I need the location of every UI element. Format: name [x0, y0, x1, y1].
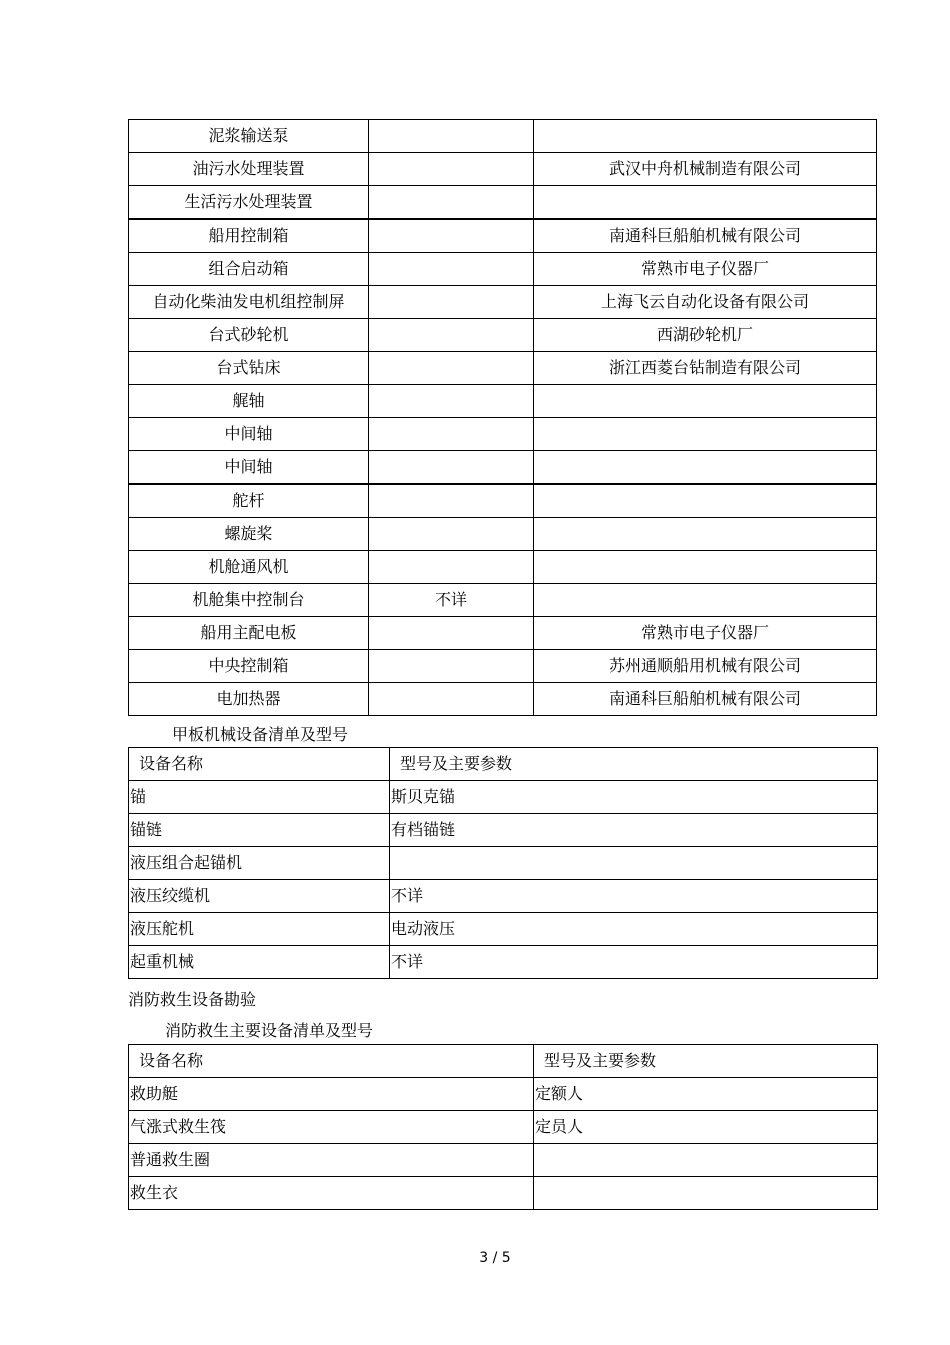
equipment-maker-cell: 南通科巨船舶机械有限公司: [534, 219, 877, 253]
fire-equipment-table: [128, 1044, 878, 1210]
equipment-model-cell: [369, 617, 534, 650]
table-row: [129, 518, 877, 551]
equipment-name-cell: 液压绞缆机: [129, 880, 390, 913]
equipment-name-cell: 锚链: [129, 814, 390, 847]
table-header-row: [129, 1045, 878, 1078]
equipment-name-cell: 生活污水处理装置: [129, 186, 369, 220]
equipment-model-cell: [534, 1144, 878, 1177]
equipment-model-cell: [369, 286, 534, 319]
equipment-model-cell: [369, 253, 534, 286]
fire-section-heading: 消防救生设备勘验: [128, 990, 257, 1009]
equipment-name-cell: 锚: [129, 781, 390, 814]
table-row: [129, 913, 878, 946]
equipment-model-cell: 不详: [369, 584, 534, 617]
equipment-name-cell: 舵杆: [129, 484, 369, 518]
equipment-maker-cell: [534, 451, 877, 485]
equipment-model-cell: [369, 451, 534, 485]
table-row: [129, 617, 877, 650]
equipment-maker-cell: [534, 186, 877, 220]
equipment-model-cell: [369, 551, 534, 584]
equipment-table: [128, 119, 877, 716]
equipment-name-cell: 电加热器: [129, 683, 369, 716]
equipment-name-cell: 自动化柴油发电机组控制屏: [129, 286, 369, 319]
equipment-model-cell: [369, 153, 534, 186]
table-row: [129, 880, 878, 913]
equipment-name-cell: 船用主配电板: [129, 617, 369, 650]
equipment-maker-cell: 浙江西菱台钻制造有限公司: [534, 352, 877, 385]
equipment-name-cell: 船用控制箱: [129, 219, 369, 253]
equipment-name-cell: 起重机械: [129, 946, 390, 979]
page-number: 3 / 5: [479, 1250, 511, 1266]
table-row: [129, 120, 877, 153]
equipment-maker-cell: 西湖砂轮机厂: [534, 319, 877, 352]
equipment-model-cell: [369, 385, 534, 418]
table-row: [129, 1177, 878, 1210]
table-row: [129, 319, 877, 352]
table-row: [129, 153, 877, 186]
equipment-maker-cell: 常熟市电子仪器厂: [534, 617, 877, 650]
equipment-maker-cell: [534, 584, 877, 617]
table-row: [129, 814, 878, 847]
equipment-name-cell: 螺旋桨: [129, 518, 369, 551]
table-row: [129, 484, 877, 518]
equipment-maker-cell: 常熟市电子仪器厂: [534, 253, 877, 286]
equipment-maker-cell: 苏州通顺船用机械有限公司: [534, 650, 877, 683]
equipment-model-cell: [369, 219, 534, 253]
table-row: [129, 352, 877, 385]
header-cell-name: 设备名称: [129, 1045, 534, 1078]
equipment-name-cell: 油污水处理装置: [129, 153, 369, 186]
header-cell-model: 型号及主要参数: [390, 748, 878, 781]
equipment-name-cell: 中央控制箱: [129, 650, 369, 683]
table-row: [129, 1111, 878, 1144]
equipment-name-cell: 台式钻床: [129, 352, 369, 385]
table-row: [129, 781, 878, 814]
equipment-model-cell: [369, 352, 534, 385]
table-row: [129, 584, 877, 617]
equipment-name-cell: 普通救生圈: [129, 1144, 534, 1177]
table-row: [129, 219, 877, 253]
table-row: [129, 683, 877, 716]
fire-table-caption: 消防救生主要设备清单及型号: [165, 1021, 374, 1040]
equipment-model-cell: 有档锚链: [390, 814, 878, 847]
equipment-model-cell: [369, 319, 534, 352]
equipment-name-cell: 中间轴: [129, 418, 369, 451]
table-row: [129, 1144, 878, 1177]
equipment-maker-cell: [534, 518, 877, 551]
equipment-name-cell: 中间轴: [129, 451, 369, 485]
equipment-name-cell: 机舱通风机: [129, 551, 369, 584]
equipment-model-cell: 定员人: [534, 1111, 878, 1144]
equipment-name-cell: 液压舵机: [129, 913, 390, 946]
equipment-model-cell: 斯贝克锚: [390, 781, 878, 814]
equipment-name-cell: 组合启动箱: [129, 253, 369, 286]
equipment-model-cell: 不详: [390, 880, 878, 913]
table-row: [129, 551, 877, 584]
table-row: [129, 418, 877, 451]
equipment-maker-cell: 南通科巨船舶机械有限公司: [534, 683, 877, 716]
equipment-model-cell: 定额人: [534, 1078, 878, 1111]
table-row: [129, 253, 877, 286]
deck-table-caption: 甲板机械设备清单及型号: [172, 725, 349, 744]
equipment-model-cell: [390, 847, 878, 880]
equipment-model-cell: [369, 186, 534, 220]
equipment-name-cell: 救生衣: [129, 1177, 534, 1210]
table-row: [129, 186, 877, 220]
equipment-name-cell: 气涨式救生筏: [129, 1111, 534, 1144]
equipment-model-cell: [534, 1177, 878, 1210]
equipment-maker-cell: 武汉中舟机械制造有限公司: [534, 153, 877, 186]
equipment-name-cell: 泥浆输送泵: [129, 120, 369, 153]
equipment-maker-cell: 上海飞云自动化设备有限公司: [534, 286, 877, 319]
table-row: [129, 451, 877, 485]
equipment-model-cell: [369, 418, 534, 451]
equipment-model-cell: 不详: [390, 946, 878, 979]
equipment-maker-cell: [534, 418, 877, 451]
equipment-model-cell: [369, 518, 534, 551]
equipment-model-cell: [369, 484, 534, 518]
equipment-maker-cell: [534, 484, 877, 518]
equipment-name-cell: 机舱集中控制台: [129, 584, 369, 617]
header-cell-model: 型号及主要参数: [534, 1045, 878, 1078]
equipment-model-cell: 电动液压: [390, 913, 878, 946]
equipment-maker-cell: [534, 120, 877, 153]
equipment-name-cell: 艉轴: [129, 385, 369, 418]
deck-equipment-table: [128, 747, 878, 979]
table-row: [129, 847, 878, 880]
header-cell-name: 设备名称: [129, 748, 390, 781]
equipment-model-cell: [369, 683, 534, 716]
table-row: [129, 286, 877, 319]
equipment-name-cell: 液压组合起锚机: [129, 847, 390, 880]
table-row: [129, 1078, 878, 1111]
table-row: [129, 946, 878, 979]
table-header-row: [129, 748, 878, 781]
table-row: [129, 385, 877, 418]
table-row: [129, 650, 877, 683]
equipment-maker-cell: [534, 551, 877, 584]
equipment-maker-cell: [534, 385, 877, 418]
equipment-model-cell: [369, 120, 534, 153]
equipment-name-cell: 台式砂轮机: [129, 319, 369, 352]
equipment-model-cell: [369, 650, 534, 683]
equipment-name-cell: 救助艇: [129, 1078, 534, 1111]
